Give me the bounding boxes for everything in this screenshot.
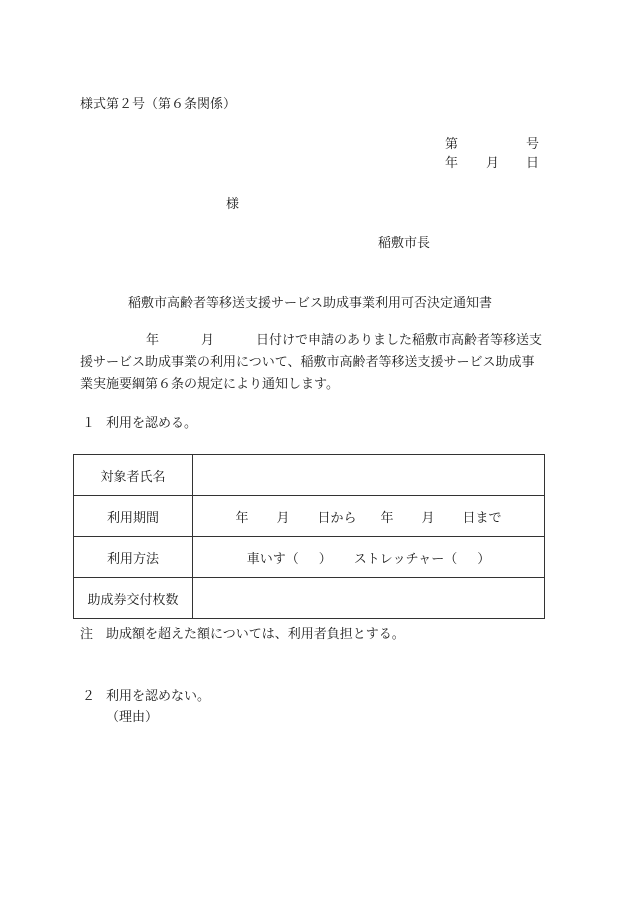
period-field[interactable] bbox=[193, 496, 545, 537]
issuer: 稲敷市長 bbox=[378, 236, 431, 251]
method-field[interactable] bbox=[193, 537, 545, 578]
section2-number: ２ bbox=[82, 689, 96, 704]
wheelchair-close: ） bbox=[318, 551, 332, 567]
body-year: 年 bbox=[146, 333, 160, 348]
doc-number-prefix: 第 bbox=[445, 137, 459, 152]
section1-number: １ bbox=[82, 416, 96, 431]
date-day: 日 bbox=[526, 156, 540, 171]
body-text bbox=[80, 330, 560, 396]
period-to-year: 年 bbox=[380, 510, 394, 526]
body-lead: 日付けで申請のありました稲敷市高齢者等移送支 bbox=[256, 333, 543, 348]
note-text: 助成額を超えた額については、利用者負担とする。 bbox=[106, 627, 405, 642]
date-year: 年 bbox=[445, 156, 459, 171]
row-label: 助成券交付枚数 bbox=[74, 578, 193, 619]
table-row bbox=[74, 455, 545, 496]
addressee-suffix: 様 bbox=[226, 197, 240, 212]
section2-text: 利用を認めない。 bbox=[106, 689, 211, 704]
subject-name-field[interactable] bbox=[193, 455, 545, 496]
row-label: 利用期間 bbox=[74, 496, 193, 537]
approval-table bbox=[73, 454, 545, 619]
period-from-day: 日から bbox=[317, 510, 357, 526]
doc-number-suffix: 号 bbox=[526, 137, 540, 152]
body-month: 月 bbox=[201, 333, 215, 348]
section1-text: 利用を認める。 bbox=[106, 416, 198, 431]
document-title: 稲敷市高齢者等移送支援サービス助成事業利用可否決定通知書 bbox=[128, 296, 493, 311]
period-from-year: 年 bbox=[235, 510, 249, 526]
body-line-1 bbox=[80, 330, 560, 352]
form-number: 様式第２号（第６条関係） bbox=[80, 97, 237, 112]
stretcher-option: ストレッチャー（ bbox=[353, 551, 458, 567]
row-label: 利用方法 bbox=[74, 537, 193, 578]
table-row bbox=[74, 578, 545, 619]
date-month: 月 bbox=[486, 156, 500, 171]
stretcher-close: ） bbox=[477, 551, 491, 567]
period-to-month: 月 bbox=[421, 510, 435, 526]
body-line-3: 業実施要綱第６条の規定により通知します。 bbox=[80, 377, 339, 392]
period-to-day: 日まで bbox=[462, 510, 502, 526]
row-label: 対象者氏名 bbox=[74, 455, 193, 496]
section2-reason: （理由） bbox=[106, 710, 159, 725]
note-prefix: 注 bbox=[80, 627, 94, 642]
table-row bbox=[74, 537, 545, 578]
wheelchair-option: 車いす（ bbox=[246, 551, 299, 567]
period-from-month: 月 bbox=[276, 510, 290, 526]
body-line-2: 援サービス助成事業の利用について、稲敷市高齢者等移送支援サービス助成事 bbox=[80, 355, 535, 370]
table-row bbox=[74, 496, 545, 537]
ticket-count-field[interactable] bbox=[193, 578, 545, 619]
